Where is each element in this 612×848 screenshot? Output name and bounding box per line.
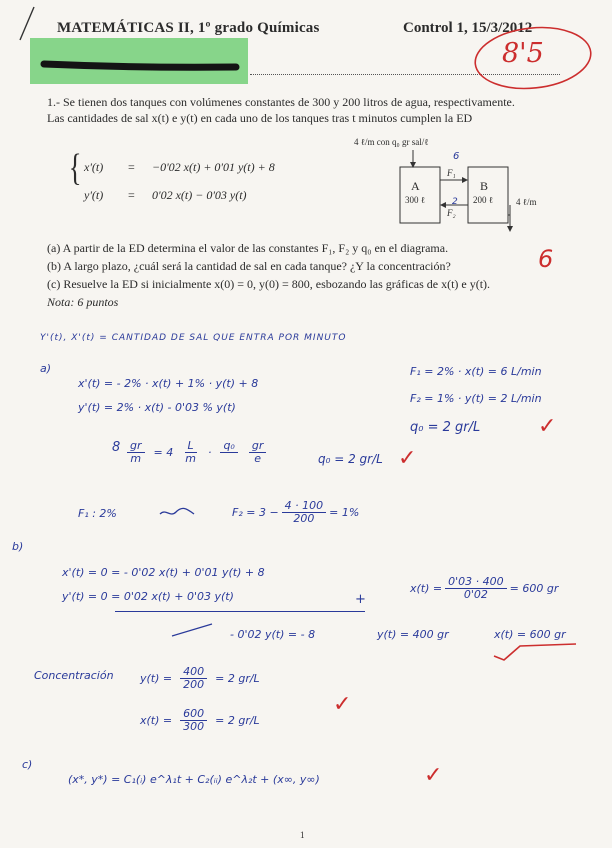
flow-f1-label: F₁: [447, 168, 456, 178]
part-a-label: a): [40, 362, 52, 375]
concentration-label: Concentración: [34, 669, 114, 682]
redaction-stroke: [30, 38, 248, 84]
answer-f2: F₂ = 1% · y(t) = 2 L/min: [410, 392, 542, 405]
score-mark: 6: [538, 245, 554, 273]
answer-a-line1: x'(t) = - 2% · x(t) + 1% · y(t) + 8: [78, 377, 259, 390]
units-eq-four: = 4: [153, 446, 174, 460]
conc-y-lhs: y(t) =: [140, 672, 173, 686]
system-brace: {: [68, 147, 82, 189]
eq2-equals: =: [128, 188, 135, 202]
stray-stroke: [168, 620, 218, 640]
exam-control-date: Control 1, 15/3/2012: [403, 20, 533, 36]
answer-a-line2: y'(t) = 2% · x(t) - 0'03 % y(t): [78, 401, 236, 414]
answer-q0: q₀ = 2 gr/L: [410, 420, 481, 435]
b-x-res: = 600 gr: [509, 582, 559, 596]
eq2-lhs: y'(t): [84, 188, 104, 202]
page-number: 1: [300, 830, 305, 840]
answer-b-x-fraction: [410, 576, 558, 601]
sum-plus: +: [355, 592, 366, 607]
part-b-text: (b) A largo plazo, ¿cuál será la cantidad de sal en cada tanque? ¿Y la concentración?: [47, 259, 451, 273]
units-eight: 8: [112, 440, 121, 455]
units-m: m: [130, 452, 142, 466]
units-m2: m: [185, 452, 196, 466]
diagram-inflow: 4 ℓ/m con q₀ gr sal/ℓ: [354, 137, 429, 147]
flow-f2-label: F₂: [447, 208, 456, 218]
answer-b-line1: x'(t) = 0 = - 0'02 x(t) + 0'01 y(t) + 8: [62, 566, 265, 579]
b-x-num: 0'03 · 400: [445, 576, 507, 589]
conc-x-fraction: [140, 708, 260, 733]
units-dot: ·: [207, 446, 212, 460]
conc-x-lhs: x(t) =: [140, 714, 173, 728]
f2-frac-num: 4 · 100: [282, 500, 326, 513]
scribble-out: [158, 506, 198, 520]
tank-a-volume: 300 ℓ: [405, 195, 426, 205]
part-c-label: c): [22, 758, 33, 771]
conc-y-res: = 2 gr/L: [215, 672, 260, 686]
answer-b-line2: y'(t) = 0 = 0'02 x(t) + 0'03 y(t): [62, 590, 234, 603]
tank-b-volume: 200 ℓ: [473, 195, 494, 205]
b-x-den: 0'02: [463, 588, 488, 602]
eq1-lhs: x'(t): [84, 160, 104, 174]
answer-f2-fraction: [232, 500, 359, 525]
answer-c-line: (x*, y*) = C₁(ᵢ) e^λ₁t + C₂(ᵢᵢ) e^λ₂t + (x∞, y∞): [68, 773, 320, 786]
units-gr2: gr: [249, 440, 267, 453]
answer-f-line: F₁ : 2%: [78, 507, 117, 520]
red-underline-mark: [490, 640, 580, 664]
f2-result: = 1%: [329, 506, 360, 520]
diagram-handwritten-6: 6: [453, 151, 460, 162]
eq1-equals: =: [128, 160, 135, 174]
part-a-text: (a) A partir de la ED determina el valor de las constantes F₁, F₂ y q₀ en el diagrama.: [47, 241, 449, 255]
units-q0: q₀: [220, 440, 237, 453]
check-mark-c: ✓: [424, 763, 443, 788]
answer-heading: Y'(t), X'(t) = CANTIDAD DE SAL QUE ENTRA POR MINUTO: [40, 333, 347, 343]
answer-b-x-final: x(t) = 600 gr: [494, 628, 566, 641]
exam-title: MATEMÁTICAS II, 1º grado Químicas: [57, 20, 320, 36]
units-e: e: [254, 452, 261, 466]
f2-prefix: F₂ = 3 −: [232, 506, 279, 520]
problem-intro-line1: 1.- Se tienen dos tanques con volúmenes constantes de 300 y 200 litros de agua, respectivamente.: [47, 95, 515, 109]
eq2-rhs: 0'02 x(t) − 0'03 y(t): [152, 188, 247, 202]
check-mark-q0: ✓: [538, 414, 557, 439]
tank-b-label: B: [480, 179, 489, 193]
answer-f1: F₁ = 2% · x(t) = 6 L/min: [410, 365, 542, 378]
problem-intro-line2: Las cantidades de sal x(t) e y(t) en cada uno de los tanques tras t minutos cumplen la ED: [47, 111, 473, 125]
b-x-lhs: x(t) =: [410, 582, 443, 596]
diagram-handwritten-2: 2: [452, 197, 458, 207]
units-result: q₀ = 2 gr/L: [318, 452, 383, 466]
check-mark-conc: ✓: [333, 692, 352, 717]
note-text: Nota: 6 puntos: [47, 295, 119, 309]
conc-x-den: 300: [183, 720, 205, 734]
f2-frac-den: 200: [293, 512, 315, 526]
conc-y-num: 400: [180, 666, 207, 679]
answer-b-y: y(t) = 400 gr: [377, 628, 449, 641]
eq1-rhs: −0'02 x(t) + 0'01 y(t) + 8: [152, 160, 275, 174]
conc-y-fraction: [140, 666, 260, 691]
diagram-outflow: 4 ℓ/m: [516, 197, 537, 207]
check-mark-units: ✓: [398, 446, 417, 471]
conc-y-den: 200: [183, 678, 205, 692]
conc-x-res: = 2 gr/L: [215, 714, 260, 728]
part-b-label: b): [12, 540, 24, 553]
tank-diagram: [350, 135, 560, 235]
units-equation: [124, 440, 269, 465]
conc-x-num: 600: [180, 708, 207, 721]
sum-underline: [115, 611, 365, 612]
tank-a-label: A: [411, 179, 420, 193]
part-c-text: (c) Resuelve la ED si inicialmente x(0) = 0, y(0) = 800, esbozando las gráficas de x(t) e y(t).: [47, 277, 491, 291]
units-gr: gr: [127, 440, 145, 453]
grade-value: 8'5: [502, 38, 544, 69]
answer-b-line3: - 0'02 y(t) = - 8: [230, 628, 316, 641]
units-l: L: [185, 440, 197, 453]
